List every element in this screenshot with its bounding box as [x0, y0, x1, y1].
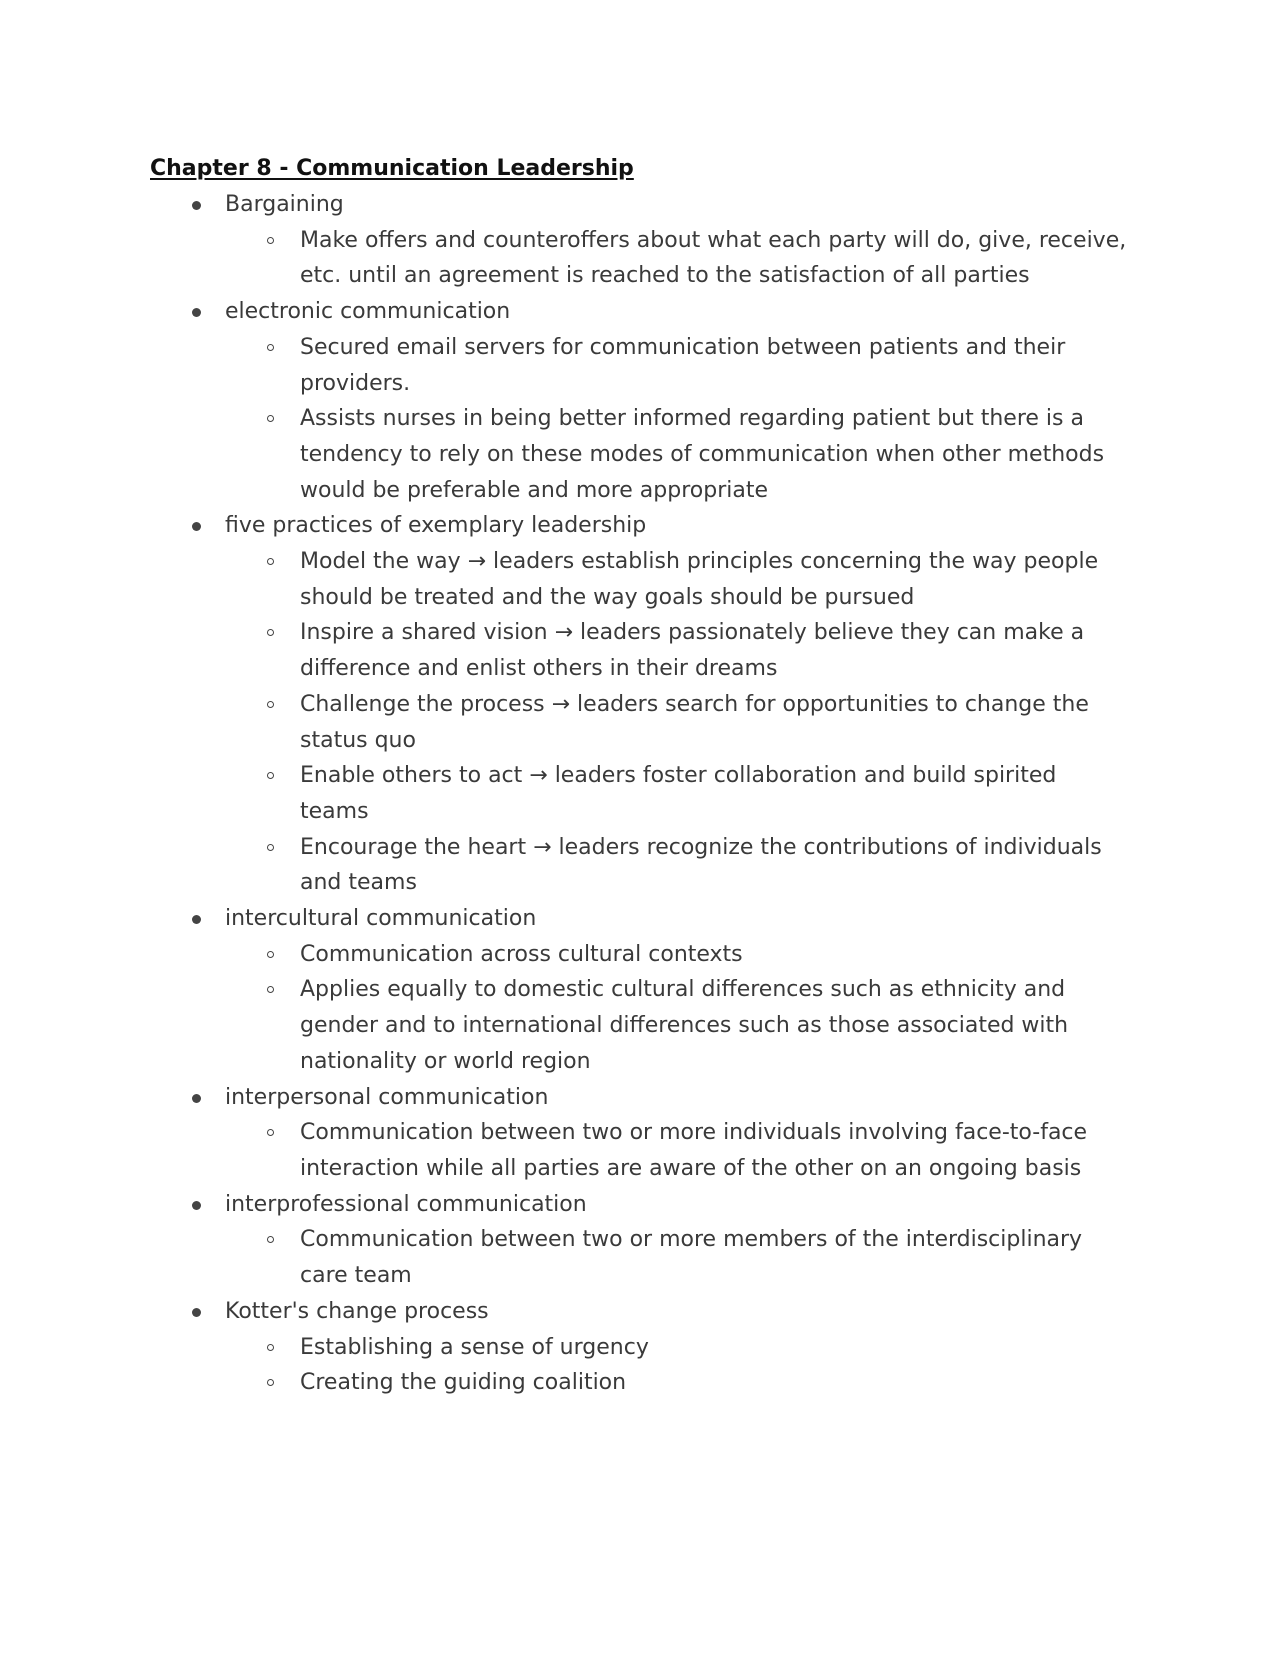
topic-point: Communication across cultural contexts [150, 937, 1150, 973]
bullet-disc-icon [192, 915, 201, 924]
document-page [150, 151, 1150, 1401]
topic-term: interpersonal communication [225, 1084, 549, 1110]
topic-point: Challenge the process → leaders search for opportunities to change the status quo [150, 687, 1150, 758]
bullet-circle-icon [267, 558, 274, 565]
bullet-disc-icon [192, 522, 201, 531]
bullet-circle-icon [267, 1379, 274, 1386]
bullet-circle-icon [267, 986, 274, 993]
bullet-disc-icon [192, 1094, 201, 1103]
topic-point: Enable others to act → leaders foster collaboration and build spirited teams [150, 758, 1150, 829]
bullet-circle-icon [267, 237, 274, 244]
bullet-circle-icon [267, 772, 274, 779]
topic-point: Assists nurses in being better informed regarding patient but there is a tendency to rely on these modes of communication when other methods would be preferable and more appropriate [150, 401, 1150, 508]
topic-point: Applies equally to domestic cultural differences such as ethnicity and gender and to international differences such as those associated with nationality or world region [150, 972, 1150, 1079]
topic-point: Communication between two or more individuals involving face-to-face interaction while all parties are aware of the other on an ongoing basis [150, 1115, 1150, 1186]
topic-term: electronic communication [225, 299, 511, 325]
bullet-circle-icon [267, 1236, 274, 1243]
page-title: Chapter 8 - Communication Leadership [150, 156, 634, 181]
topic-point: Secured email servers for communication between patients and their providers. [150, 330, 1150, 401]
bullet-circle-icon [267, 951, 274, 958]
topic-point: Inspire a shared vision → leaders passionately believe they can make a difference and enlist others in their dreams [150, 615, 1150, 686]
topic-term: Bargaining [225, 192, 344, 217]
bullet-circle-icon [267, 1129, 274, 1136]
topic-term: Kotter's change process [225, 1298, 489, 1324]
topic-term: interprofessional communication [225, 1191, 587, 1217]
bullet-circle-icon [267, 344, 274, 351]
bullet-disc-icon [192, 201, 201, 210]
topic-term: five practices of exemplary leadership [225, 513, 647, 539]
bullet-circle-icon [267, 844, 274, 851]
bullet-circle-icon [267, 415, 274, 422]
bullet-circle-icon [267, 701, 274, 708]
topic-point: Communication between two or more members of the interdisciplinary care team [150, 1222, 1150, 1293]
topic-item [150, 1294, 1150, 1401]
topic-item [150, 1187, 1150, 1294]
topic-point: Creating the guiding coalition [150, 1365, 1150, 1401]
bullet-disc-icon [192, 308, 201, 317]
topic-item [150, 294, 1150, 508]
topic-item [150, 187, 1150, 294]
bullet-disc-icon [192, 1308, 201, 1317]
topic-item [150, 1080, 1150, 1187]
topic-point: Establishing a sense of urgency [150, 1330, 1150, 1366]
topic-point: Model the way → leaders establish principles concerning the way people should be treated and the way goals should be pursued [150, 544, 1150, 615]
topic-item [150, 901, 1150, 1080]
topic-list [150, 187, 1150, 1401]
bullet-circle-icon [267, 1344, 274, 1351]
topic-point: Make offers and counteroffers about what each party will do, give, receive, etc. until an agreement is reached to the satisfaction of all parties [150, 223, 1150, 294]
bullet-circle-icon [267, 629, 274, 636]
topic-point: Encourage the heart → leaders recognize the contributions of individuals and teams [150, 830, 1150, 901]
topic-term: intercultural communication [225, 906, 537, 932]
bullet-disc-icon [192, 1201, 201, 1210]
topic-item [150, 508, 1150, 901]
